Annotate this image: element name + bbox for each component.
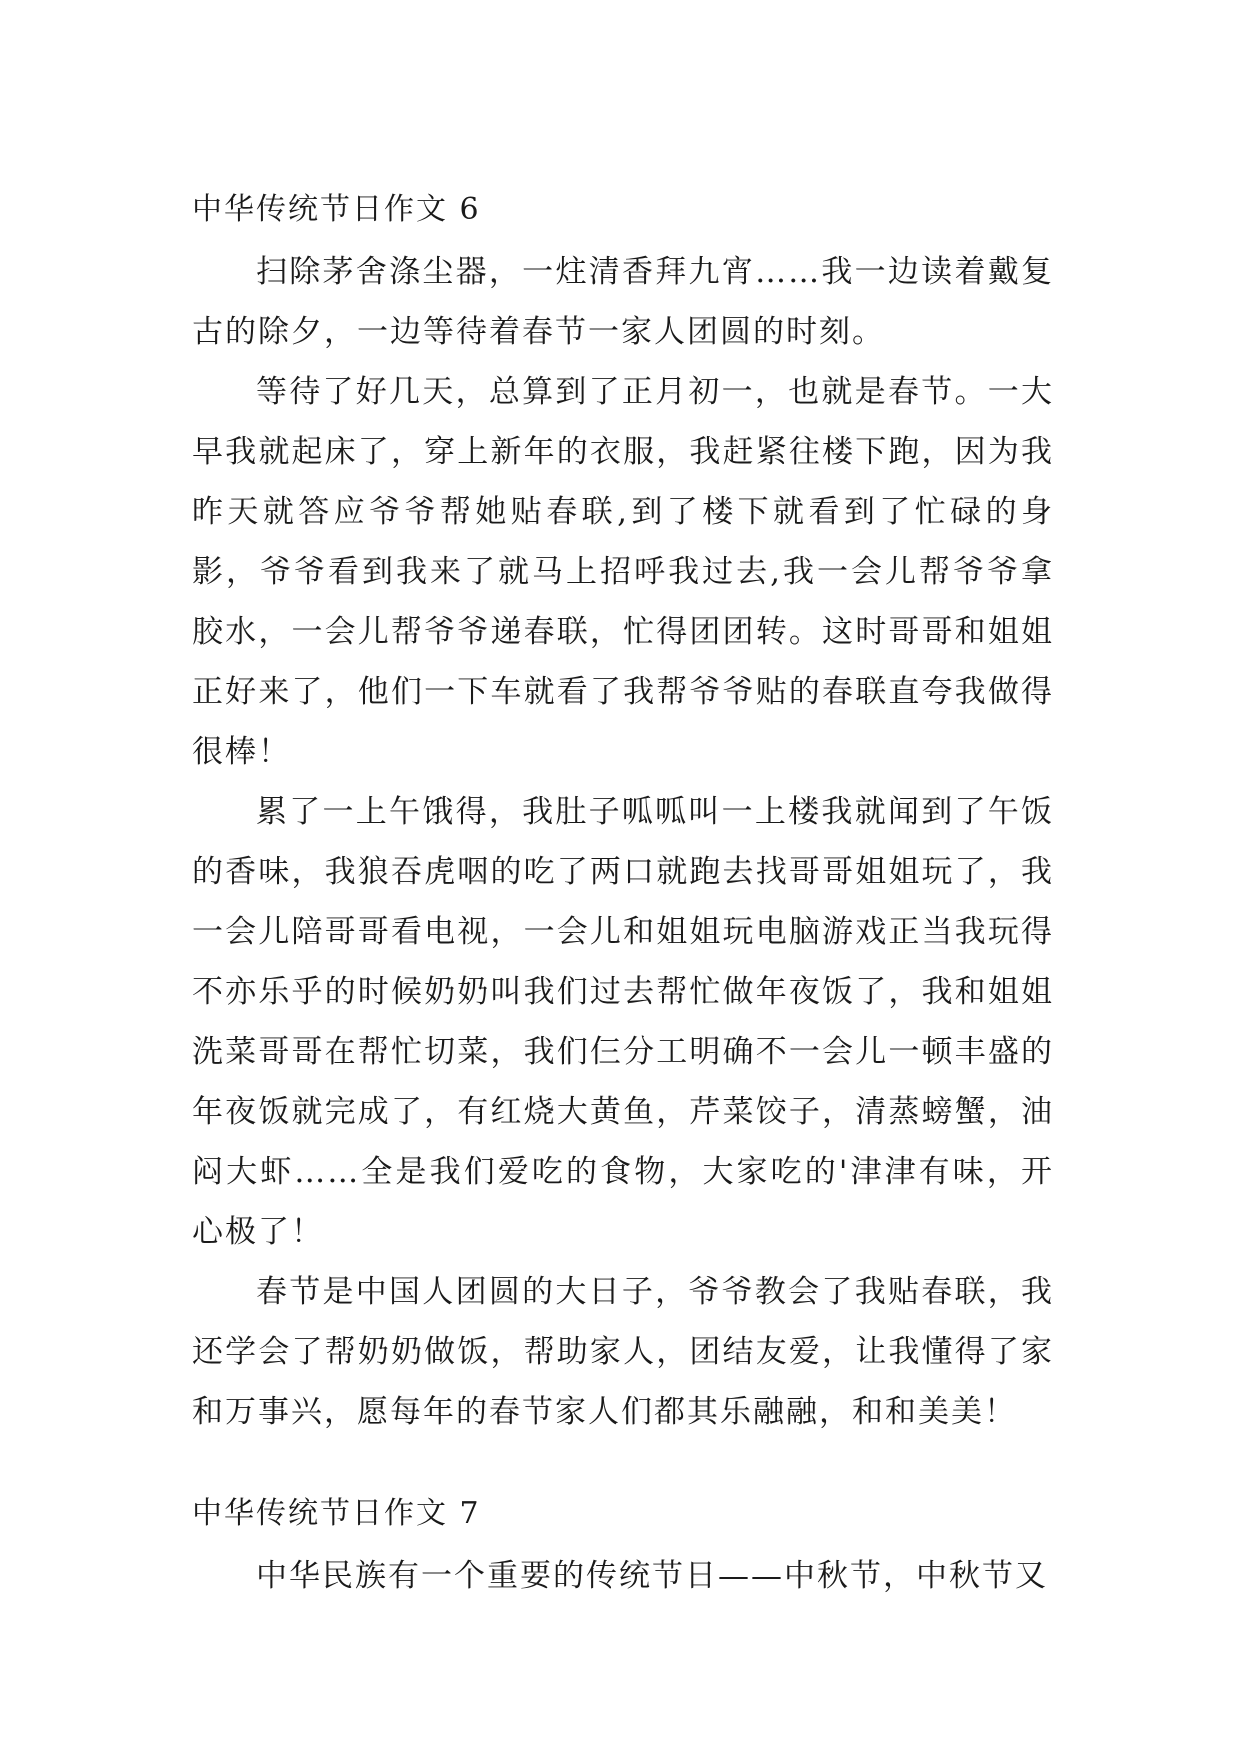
essay-7-paragraph-1: 中华民族有一个重要的传统节日——中秋节，中秋节又 xyxy=(256,1558,1048,1594)
spacer xyxy=(192,230,1054,242)
document-body xyxy=(192,190,1054,1606)
essay-7-title: 中华传统节日作文 7 xyxy=(192,1496,481,1531)
essay-6-paragraph-2: 等待了好几天，总算到了正月初一，也就是春节。一大早我就起床了，穿上新年的衣服，我赶紧往楼下跑，因为我昨天就答应爷爷帮她贴春联,到了楼下就看到了忙碌的身影，爷爷看到我来了就马上招呼我过去,我一会儿帮爷爷拿胶水，一会儿帮爷爷递春联，忙得团团转。这时哥哥和姐姐正好来了，他们一下车就看了我帮爷爷贴的春联直夸我做得很棒！ xyxy=(192,374,1054,770)
section-divider-space xyxy=(192,1442,1054,1494)
essay-6-title: 中华传统节日作文 6 xyxy=(192,192,481,227)
spacer xyxy=(192,1534,1054,1546)
essay-6-paragraph-1: 扫除茅舍涤尘器，一炷清香拜九宵……我一边读着戴复古的除夕，一边等待着春节一家人团圆的时刻。 xyxy=(192,254,1054,350)
essay-6-paragraph-3: 累了一上午饿得，我肚子呱呱叫一上楼我就闻到了午饭的香味，我狼吞虎咽的吃了两口就跑去找哥哥姐姐玩了，我一会儿陪哥哥看电视，一会儿和姐姐玩电脑游戏正当我玩得不亦乐乎的时候奶奶叫我们过去帮忙做年夜饭了，我和姐姐洗菜哥哥在帮忙切菜，我们仨分工明确不一会儿一顿丰盛的年夜饭就完成了，有红烧大黄鱼，芹菜饺子，清蒸螃蟹，油闷大虾……全是我们爱吃的食物，大家吃的'津津有味，开心极了！ xyxy=(192,794,1054,1250)
essay-6-paragraph-4: 春节是中国人团圆的大日子，爷爷教会了我贴春联，我还学会了帮奶奶做饭，帮助家人，团结友爱，让我懂得了家和万事兴，愿每年的春节家人们都其乐融融，和和美美！ xyxy=(192,1274,1054,1430)
